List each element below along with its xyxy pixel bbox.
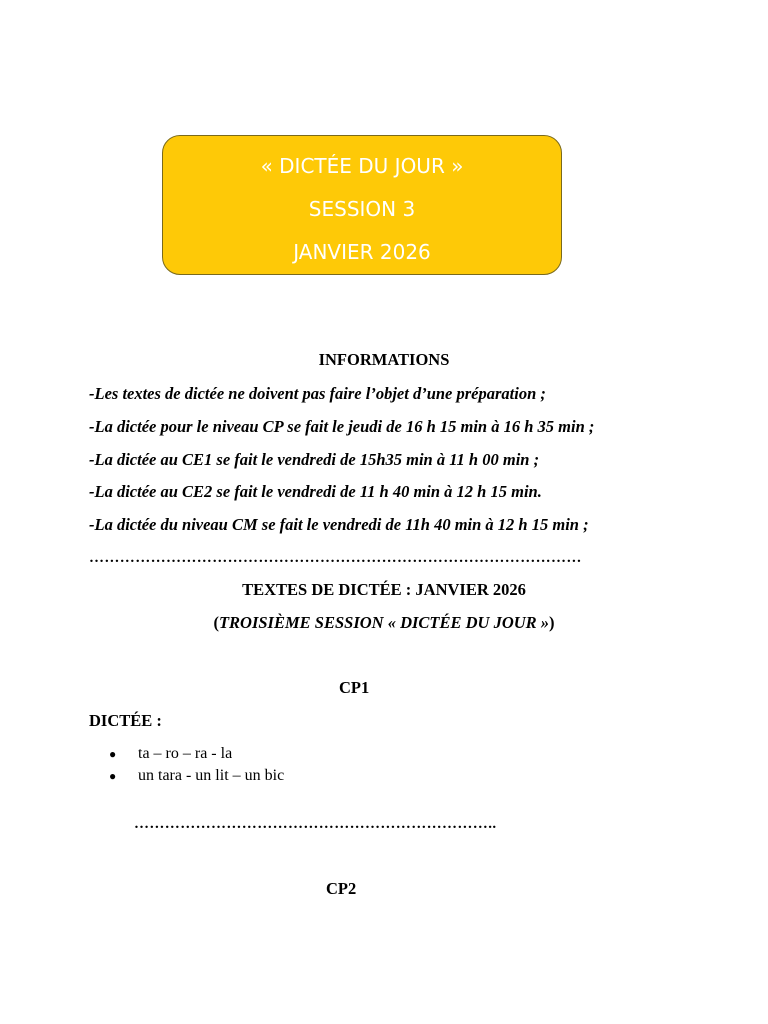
texts-subtitle bbox=[0, 613, 768, 633]
cp2-heading: CP2 bbox=[326, 879, 357, 898]
texts-title: TEXTES DE DICTÉE : JANVIER 2026 bbox=[242, 580, 526, 599]
cp1-list-item: ta – ro – ra - la bbox=[138, 745, 233, 762]
banner-date: JANVIER 2026 bbox=[293, 240, 431, 264]
info-item: -La dictée au CE2 se fait le vendredi de 11 h 40 min à 12 h 15 min. bbox=[89, 482, 542, 501]
cp1-separator: …………………………………………………………….. bbox=[134, 816, 497, 832]
info-item: -Les textes de dictée ne doivent pas faire l’objet d’une préparation ; bbox=[89, 384, 546, 403]
cp1-heading: CP1 bbox=[339, 678, 370, 697]
info-item: -La dictée au CE1 se fait le vendredi de 15h35 min à 11 h 00 min ; bbox=[89, 450, 540, 469]
subtitle-italic: TROISIÈME SESSION « DICTÉE DU JOUR » bbox=[218, 613, 550, 632]
subtitle-open-paren: ( bbox=[213, 613, 219, 632]
banner-session: SESSION 3 bbox=[308, 197, 416, 221]
info-heading: INFORMATIONS bbox=[318, 350, 450, 369]
info-item: -La dictée pour le niveau CP se fait le jeudi de 16 h 15 min à 16 h 35 min ; bbox=[89, 417, 595, 436]
banner-title: « DICTÉE DU JOUR » bbox=[260, 154, 464, 178]
bullet-icon: ● bbox=[109, 769, 117, 783]
cp1-list-item: un tara - un lit – un bic bbox=[138, 767, 285, 784]
subtitle-close-paren: ) bbox=[549, 613, 555, 632]
banner-box bbox=[162, 135, 562, 275]
info-item: -La dictée du niveau CM se fait le vendredi de 11h 40 min à 12 h 15 min ; bbox=[89, 515, 589, 534]
bullet-icon: ● bbox=[109, 747, 117, 761]
cp1-dictee-label: DICTÉE : bbox=[89, 711, 162, 730]
info-separator: …………………………………………………………………………………… bbox=[89, 550, 582, 566]
